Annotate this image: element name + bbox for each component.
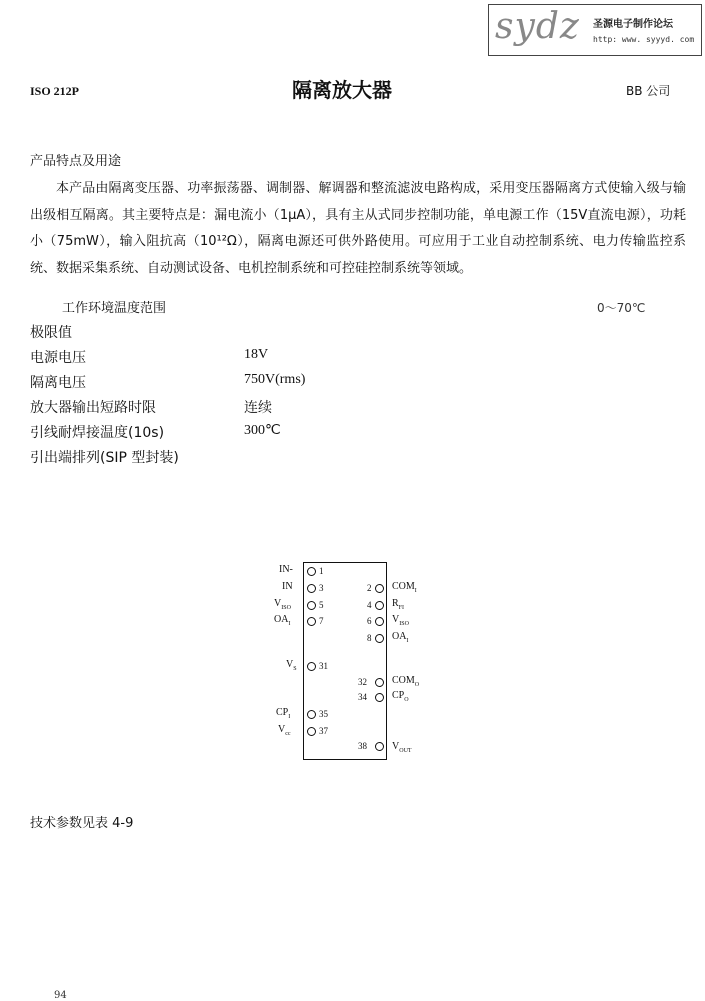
pin-circle [375,601,384,610]
pin-label: $CP_I$ [276,707,291,720]
pin-circle [375,678,384,687]
pin-label: $V_{cc}$ [278,724,291,737]
pin-label: $OA_I$ [392,631,409,644]
pin-number: 8 [367,633,372,643]
pin-number: 2 [367,583,372,593]
pin-circle [307,601,316,610]
part-code: ISO 212P [30,84,80,98]
page-number: 94 [54,990,67,1001]
watermark-box [488,4,702,56]
pin-number: 32 [358,677,367,687]
pin-number: 3 [319,583,324,593]
pin-circle [375,693,384,702]
limits-heading: 极限值 [30,325,72,341]
pin-circle [375,584,384,593]
watermark-logo: sydz [495,6,580,47]
pin-label: $V_{OUT}$ [392,741,412,754]
company-name: BB 公司 [626,84,671,98]
pin-circle [307,617,316,626]
pin-label: $V_S$ [286,659,297,672]
pin-number: 7 [319,616,324,626]
limit-value: 18V [244,347,269,362]
pin-circle [307,584,316,593]
limit-value: 300℃ [244,423,281,438]
page-title: 隔离放大器 [292,78,392,102]
pin-number: 38 [358,741,367,751]
pin-circle [375,617,384,626]
features-paragraph: 本产品由隔离变压器、功率振荡器、调制器、解调器和整流滤波电路构成，采用变压器隔离方式使输入级与输出级相互隔离。其主要特点是：漏电流小（1μA），具有主从式同步控制功能，单电源工作（15V直流电源），功耗小（75mW），输入阻抗高（10¹²Ω），隔离电源还可供外路使用。可应用于工业自动控制系统、电力传输监控系统、数据采集系统、自动测试设备、电机控制系统和可控硅控制系统等领域。 [30,181,686,276]
limit-label: 放大器输出短路时限 [30,400,156,416]
limit-value: 750V(rms) [244,372,306,387]
pin-label: IN- [279,564,293,575]
pin-circle [375,634,384,643]
pin-label: $COM_I$ [392,581,417,594]
pin-number: 31 [319,661,328,671]
pin-circle [307,727,316,736]
section-title-features: 产品特点及用途 [30,154,122,169]
pin-circle [307,710,316,719]
pin-number: 34 [358,692,367,702]
pin-number: 1 [319,566,324,576]
pin-circle [307,662,316,671]
limit-value: 连续 [244,401,272,416]
temperature-label: 工作环境温度范围 [62,301,167,316]
pin-circle [307,567,316,576]
reference-note: 技术参数见表 4-9 [30,816,134,831]
pin-label: IN [282,581,293,592]
limit-label: 引线耐焊接温度(10s) [30,425,165,441]
pin-label: $OA_I$ [274,614,291,627]
pin-label: $V_{ISO}$ [274,598,291,611]
temperature-value: 0～70℃ [597,301,646,315]
limit-label: 隔离电压 [30,375,86,391]
pin-label: $COM_O$ [392,675,420,688]
pin-number: 37 [319,726,328,736]
watermark-name: 圣源电子制作论坛 [593,19,673,30]
pin-number: 4 [367,600,372,610]
pin-label: $R_{FI}$ [392,598,405,611]
pin-number: 6 [367,616,372,626]
pin-circle [375,742,384,751]
pin-label: $V_{ISO}$ [392,614,409,627]
pin-label: $CP_O$ [392,690,409,703]
pin-number: 5 [319,600,324,610]
limit-label: 电源电压 [30,350,86,366]
pinout-heading: 引出端排列(SIP 型封装) [30,450,179,466]
watermark-url: http: www. syyyd. com [593,35,695,44]
pin-number: 35 [319,709,328,719]
